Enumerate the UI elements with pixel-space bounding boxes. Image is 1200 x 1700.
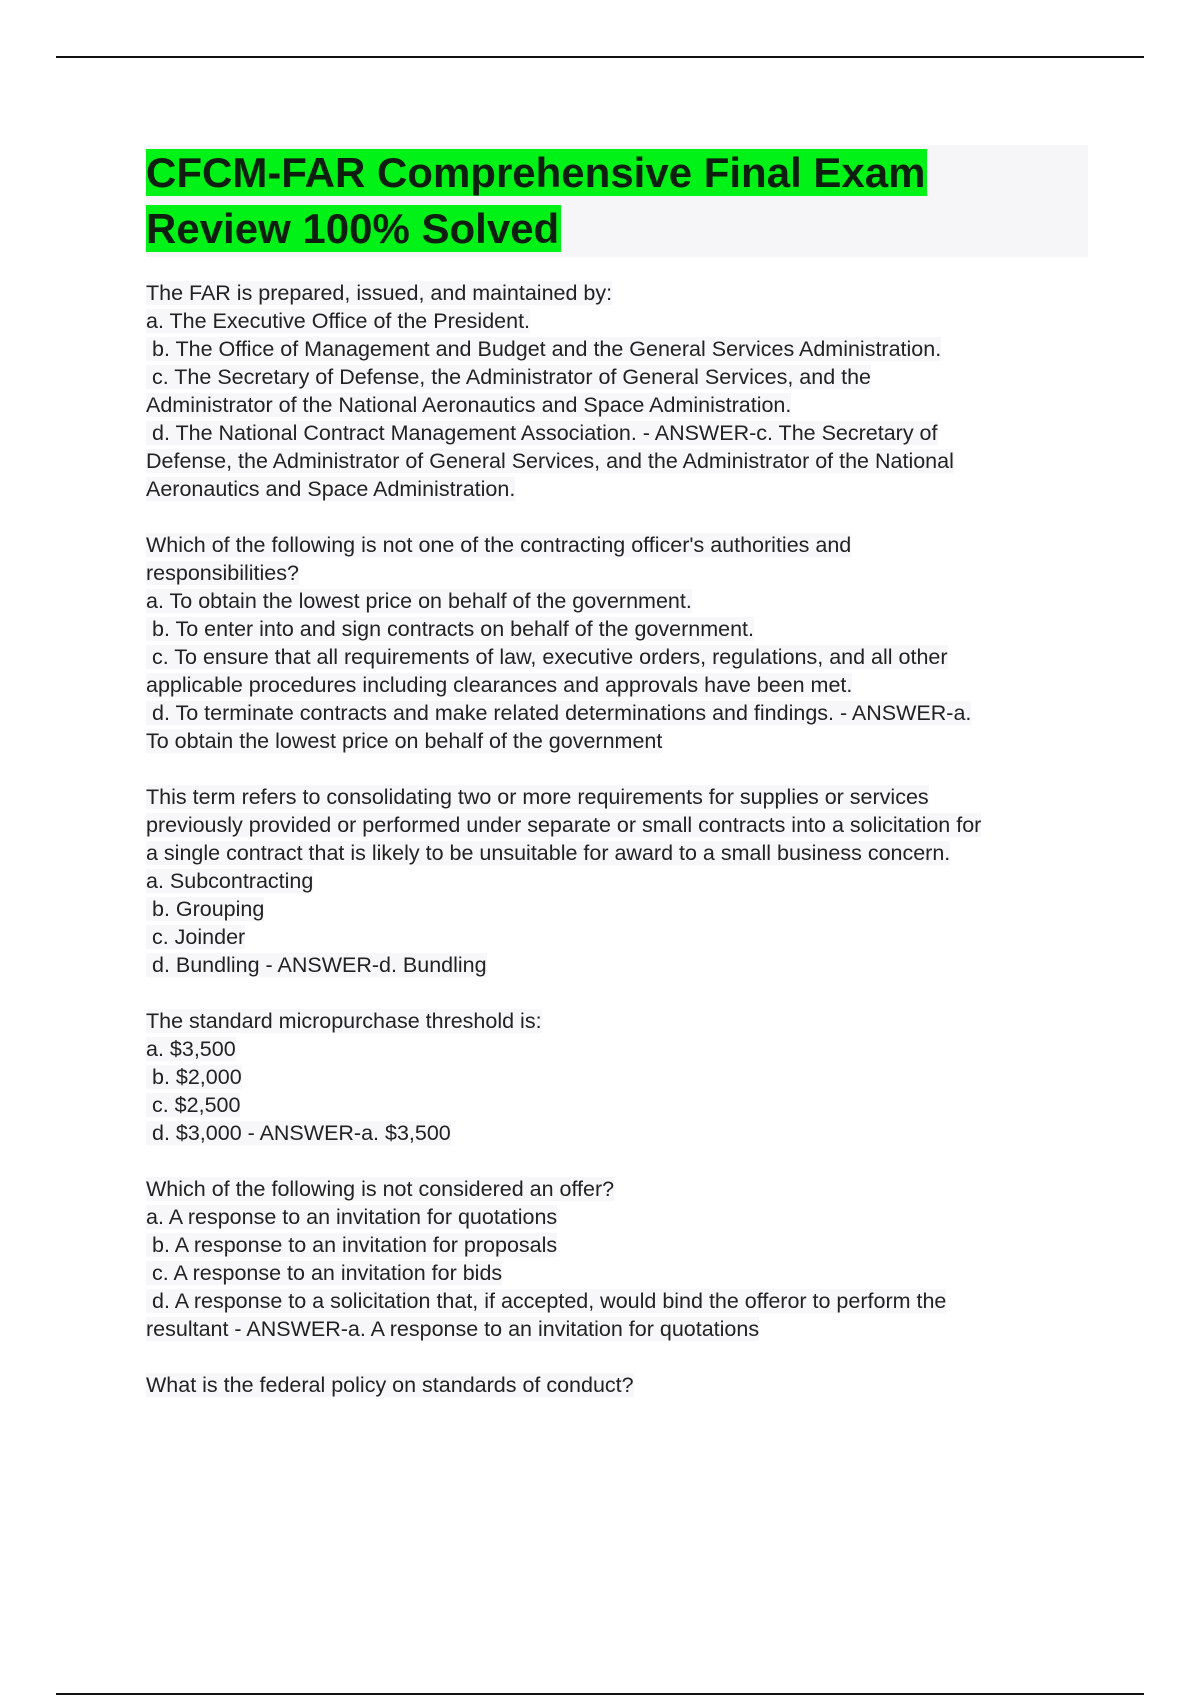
question-line <box>146 279 1088 307</box>
question-line <box>146 671 1088 699</box>
question-line-text: b. A response to an invitation for proposals <box>146 1233 558 1257</box>
question-line-text: Defense, the Administrator of General Services, and the Administrator of the National <box>146 449 954 473</box>
question-line <box>146 1091 1088 1119</box>
top-rule <box>56 56 1144 58</box>
question-line <box>146 615 1088 643</box>
question-line-text: resultant - ANSWER-a. A response to an invitation for quotations <box>146 1317 760 1341</box>
question-line <box>146 839 1088 867</box>
question-line <box>146 1315 1088 1343</box>
question-line <box>146 811 1088 839</box>
question-line <box>146 1203 1088 1231</box>
question-block <box>146 1007 1088 1147</box>
question-line <box>146 391 1088 419</box>
question-line <box>146 1119 1088 1147</box>
question-line-text: d. $3,000 - ANSWER-a. $3,500 <box>146 1121 451 1145</box>
document-title <box>146 145 1088 257</box>
question-line <box>146 531 1088 559</box>
question-line <box>146 1035 1088 1063</box>
question-line-text: a single contract that is likely to be unsuitable for award to a small business concern. <box>146 841 951 865</box>
question-line-text: a. The Executive Office of the President. <box>146 309 531 333</box>
question-line-text: a. To obtain the lowest price on behalf of the government. <box>146 589 692 613</box>
question-line-text: a. $3,500 <box>146 1037 236 1061</box>
question-line-text: a. Subcontracting <box>146 869 314 893</box>
question-block <box>146 1175 1088 1343</box>
question-line <box>146 363 1088 391</box>
bottom-rule <box>56 1693 1144 1695</box>
question-line <box>146 1063 1088 1091</box>
question-line <box>146 1175 1088 1203</box>
title-line-1: CFCM-FAR Comprehensive Final Exam <box>146 149 926 196</box>
question-line-text: The standard micropurchase threshold is: <box>146 1009 542 1033</box>
question-line <box>146 1231 1088 1259</box>
question-line-text: Which of the following is not one of the contracting officer's authorities and <box>146 533 852 557</box>
question-line-text: d. Bundling - ANSWER-d. Bundling <box>146 953 487 977</box>
question-line <box>146 1287 1088 1315</box>
title-block <box>146 145 1088 257</box>
question-line <box>146 1371 1088 1399</box>
question-line-text: a. A response to an invitation for quotations <box>146 1205 558 1229</box>
question-line-text: d. The National Contract Management Association. - ANSWER-c. The Secretary of <box>146 421 938 445</box>
question-line-text: c. A response to an invitation for bids <box>146 1261 503 1285</box>
question-line-text: b. $2,000 <box>146 1065 242 1089</box>
question-line-text: applicable procedures including clearances and approvals have been met. <box>146 673 853 697</box>
question-line <box>146 587 1088 615</box>
question-line-text: c. To ensure that all requirements of law, executive orders, regulations, and all other <box>146 645 948 669</box>
question-line <box>146 783 1088 811</box>
question-line <box>146 559 1088 587</box>
question-line-text: previously provided or performed under separate or small contracts into a solicitation for <box>146 813 982 837</box>
question-line-text: To obtain the lowest price on behalf of the government <box>146 729 663 753</box>
title-line-2: Review 100% Solved <box>146 205 560 252</box>
question-line <box>146 923 1088 951</box>
question-line-text: b. The Office of Management and Budget and the General Services Administration. <box>146 337 942 361</box>
question-line-text: Aeronautics and Space Administration. <box>146 477 516 501</box>
question-line-text: d. A response to a solicitation that, if accepted, would bind the offeror to perform the <box>146 1289 947 1313</box>
question-line-text: c. Joinder <box>146 925 246 949</box>
question-line <box>146 727 1088 755</box>
question-line <box>146 699 1088 727</box>
question-line-text: b. To enter into and sign contracts on behalf of the government. <box>146 617 754 641</box>
question-line-text: c. The Secretary of Defense, the Administrator of General Services, and the <box>146 365 872 389</box>
question-line <box>146 307 1088 335</box>
question-line-text: The FAR is prepared, issued, and maintained by: <box>146 281 613 305</box>
document-body <box>146 145 1088 1427</box>
question-line-text: Administrator of the National Aeronautics and Space Administration. <box>146 393 792 417</box>
question-line-text: c. $2,500 <box>146 1093 241 1117</box>
question-line-text: Which of the following is not considered an offer? <box>146 1177 615 1201</box>
question-block <box>146 783 1088 979</box>
question-line <box>146 447 1088 475</box>
question-line <box>146 643 1088 671</box>
question-line <box>146 335 1088 363</box>
question-line <box>146 419 1088 447</box>
question-block <box>146 531 1088 755</box>
question-line-text: b. Grouping <box>146 897 265 921</box>
question-block <box>146 1371 1088 1399</box>
question-line <box>146 867 1088 895</box>
question-list <box>146 279 1088 1399</box>
question-line-text: This term refers to consolidating two or more requirements for supplies or services <box>146 785 929 809</box>
question-line <box>146 895 1088 923</box>
question-line <box>146 951 1088 979</box>
question-line-text: What is the federal policy on standards of conduct? <box>146 1373 634 1397</box>
question-line <box>146 475 1088 503</box>
question-line-text: responsibilities? <box>146 561 299 585</box>
question-line <box>146 1007 1088 1035</box>
question-block <box>146 279 1088 503</box>
question-line-text: d. To terminate contracts and make related determinations and findings. - ANSWER-a. <box>146 701 972 725</box>
question-line <box>146 1259 1088 1287</box>
